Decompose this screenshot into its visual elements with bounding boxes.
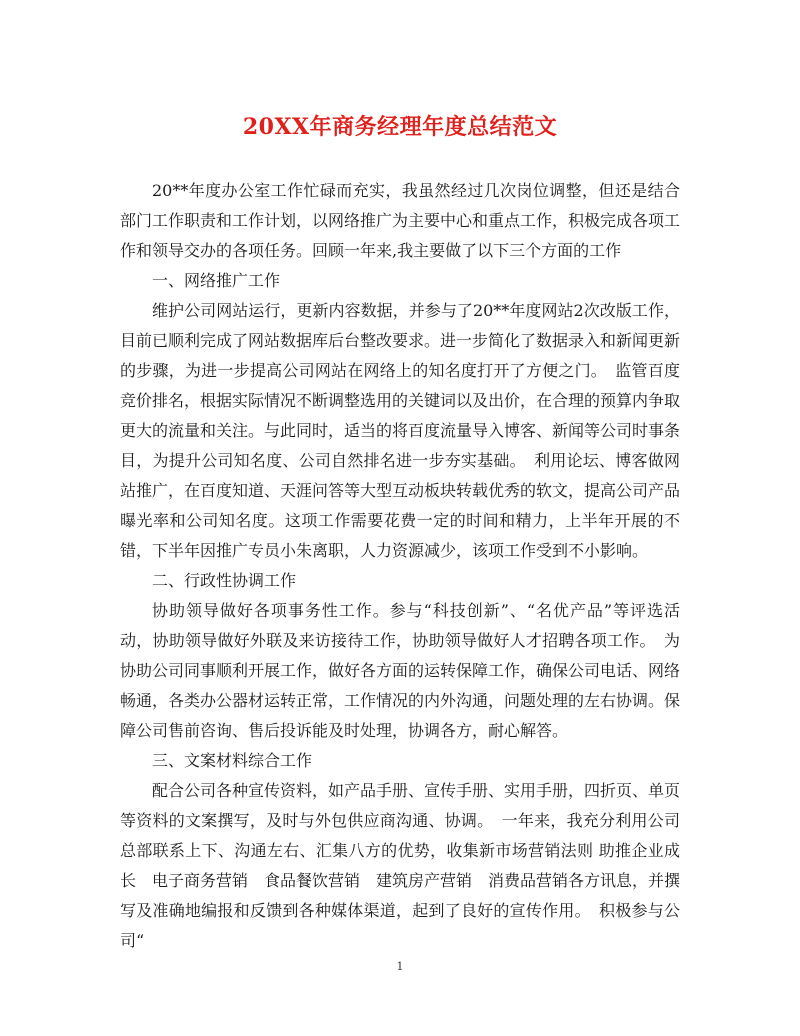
section-heading-administrative-coordination: 二、行政性协调工作	[152, 571, 297, 590]
section-heading-network-promotion: 一、网络推广工作	[152, 271, 281, 290]
paragraph-copywriting: 配合公司各种宣传资料，如产品手册、宣传手册、实用手册，四折页、单页等资料的文案撰写，及时与外包供应商沟通、协调。 一年来，我充分利用公司总部联系上下、沟通左右、汇集八方的优势，收集新市场营销法则 助推企业成长 电子商务营销 食品餐饮营销 建筑房产营销 消费品营销各方讯息，并撰写及准确地编报和反馈到各种媒体渠道，起到了良好的宣传作用。 积极参与公司“	[120, 781, 681, 950]
paragraph-intro: 20**年度办公室工作忙碌而充实，我虽然经过几次岗位调整，但还是结合部门工作职责和工作计划，以网络推广为主要中心和重点工作，积极完成各项工作和领导交办的各项任务。回顾一年来,我主要做了以下三个方面的工作	[120, 181, 681, 260]
paragraph-administrative-coordination: 协助领导做好各项事务性工作。参与“科技创新”、“名优产品”等评选活动，协助领导做好外联及来访接待工作，协助领导做好人才招聘各项工作。 为协助公司同事顺利开展工作，做好各方面的运转保障工作，确保公司电话、网络畅通，各类办公器材运转正常，工作情况的内外沟通，问题处理的左右协调。保障公司售前咨询、售后投诉能及时处理，协调各方，耐心解答。	[120, 601, 681, 740]
document-body	[120, 176, 680, 956]
page-number: 1	[396, 960, 404, 973]
document-title: 20XX年商务经理年度总结范文	[242, 114, 558, 140]
section-heading-copywriting: 三、文案材料综合工作	[152, 751, 313, 770]
paragraph-network-promotion: 维护公司网站运行，更新内容数据，并参与了20**年度网站2次改版工作，目前已顺利完成了网站数据库后台整改要求。进一步简化了数据录入和新闻更新的步骤，为进一步提高公司网站在网络上的知名度打开了方便之门。 监管百度竞价排名，根据实际情况不断调整选用的关键词以及出价，在合理的预算内争取更大的流量和关注。与此同时，适当的将百度流量导入博客、新闻等公司时事条目，为提升公司知名度、公司自然排名进一步夯实基础。 利用论坛、博客做网站推广，在百度知道、天涯问答等大型互动板块转载优秀的软文，提高公司产品曝光率和公司知名度。这项工作需要花费一定的时间和精力，上半年开展的不错，下半年因推广专员小朱离职，人力资源减少，该项工作受到不小影响。	[120, 301, 681, 560]
